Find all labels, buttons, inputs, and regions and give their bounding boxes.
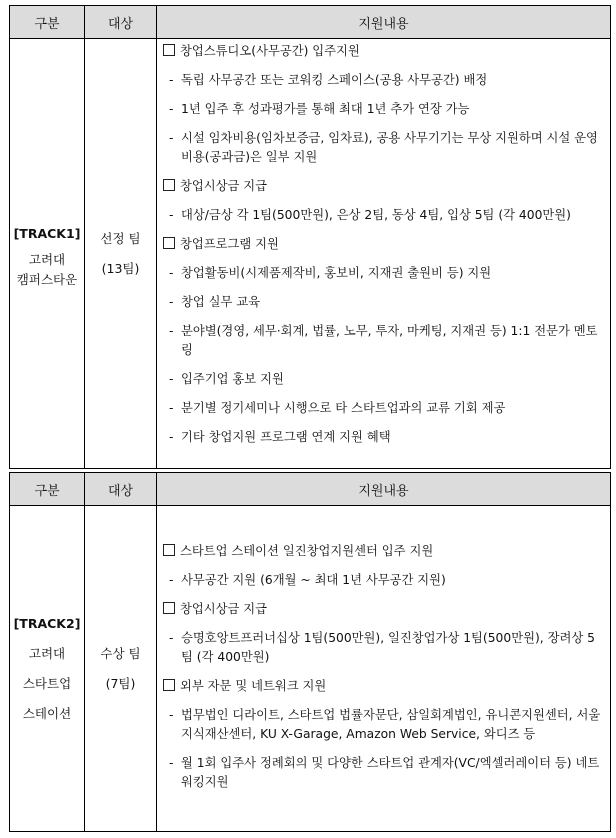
track1-category-line1: 고려대 bbox=[28, 251, 66, 267]
content-item: - 사무공간 지원 (6개월 ~ 최대 1년 사무공간 지원) bbox=[169, 573, 446, 587]
checkbox-square-icon bbox=[163, 44, 175, 56]
content-item: - 기타 창업지원 프로그램 연계 지원 혜택 bbox=[169, 430, 391, 444]
header-target: 대상 bbox=[85, 473, 157, 506]
content-item: - 입주기업 홍보 지원 bbox=[169, 372, 284, 386]
checkbox-square-icon bbox=[163, 602, 175, 614]
content-item: - 분기별 정기세미나 시행으로 타 스타트업과의 교류 기회 제공 bbox=[169, 401, 506, 415]
track2-table bbox=[9, 472, 611, 832]
header-content: 지원내용 bbox=[157, 6, 611, 39]
content-item-heading: 창업프로그램 지원 bbox=[163, 235, 610, 254]
header-content: 지원내용 bbox=[157, 473, 611, 506]
track1-category-cell bbox=[10, 39, 85, 469]
checkbox-square-icon bbox=[163, 544, 175, 556]
track2-target-line1: 수상 팀 bbox=[100, 645, 141, 661]
track1-content-cell bbox=[157, 39, 611, 469]
track1-target-line2: (13팀) bbox=[101, 260, 140, 276]
track1-target-cell bbox=[85, 39, 157, 469]
content-item: - 독립 사무공간 또는 코워킹 스페이스(공용 사무공간) 배정 bbox=[169, 73, 488, 87]
track2-content-cell bbox=[157, 506, 611, 832]
content-item: - 월 1회 입주사 정례회의 및 다양한 스타트업 관계자(VC/엑셀러레이터 등) 네트워킹지원 bbox=[169, 756, 600, 789]
track1-target-line1: 선정 팀 bbox=[100, 230, 141, 246]
content-item-heading: 스타트업 스테이션 일진창업지원센터 입주 지원 bbox=[163, 542, 610, 561]
content-item: - 법무법인 디라이트, 스타트업 법률자문단, 삼일회계법인, 유니콘지원센터, 서울지식재산센터, KU X-Garage, Amazon Web Service, 와디즈 등 bbox=[169, 708, 601, 741]
content-item: - 승명호앙트프러너십상 1팀(500만원), 일진창업가상 1팀(500만원), 장려상 5팀 (각 400만원) bbox=[169, 631, 595, 664]
track1-label: [TRACK1] bbox=[13, 225, 81, 241]
content-item: - 대상/금상 각 1팀(500만원), 은상 2팀, 동상 4팀, 입상 5팀 (각 400만원) bbox=[169, 208, 571, 222]
track2-label: [TRACK2] bbox=[13, 615, 81, 631]
header-category: 구분 bbox=[10, 473, 85, 506]
content-item-heading: 창업시상금 지급 bbox=[163, 600, 610, 619]
track2-category-line1: 고려대 bbox=[28, 645, 66, 661]
track2-category-cell bbox=[10, 506, 85, 832]
track2-category-line3: 스테이션 bbox=[22, 705, 72, 721]
header-category: 구분 bbox=[10, 6, 85, 39]
track2-category-line2: 스타트업 bbox=[22, 675, 72, 691]
content-item: - 분야별(경영, 세무·회계, 법률, 노무, 투자, 마케팅, 지재권 등) 1:1 전문가 멘토링 bbox=[169, 324, 598, 357]
track1-table bbox=[9, 5, 611, 469]
content-item-heading: 외부 자문 및 네트워크 지원 bbox=[163, 677, 610, 696]
track2-body-row bbox=[10, 506, 611, 832]
content-item: - 시설 임차비용(임차보증금, 임차료), 공용 사무기기는 무상 지원하며 시설 운영비용(공과금)은 일부 지원 bbox=[169, 131, 598, 164]
checkbox-square-icon bbox=[163, 179, 175, 191]
track2-header-row bbox=[10, 473, 611, 506]
checkbox-square-icon bbox=[163, 679, 175, 691]
track2-target-cell bbox=[85, 506, 157, 832]
track2-target-line2: (7팀) bbox=[105, 675, 136, 691]
header-target: 대상 bbox=[85, 6, 157, 39]
track1-body-row bbox=[10, 39, 611, 469]
track1-category-line2: 캠퍼스타운 bbox=[16, 271, 78, 287]
checkbox-square-icon bbox=[163, 237, 175, 249]
track1-header-row bbox=[10, 6, 611, 39]
content-item-heading: 창업스튜디오(사무공간) 입주지원 bbox=[163, 42, 610, 61]
content-item: - 창업활동비(시제품제작비, 홍보비, 지재권 출원비 등) 지원 bbox=[169, 266, 492, 280]
content-item-heading: 창업시상금 지급 bbox=[163, 177, 610, 196]
content-item: - 1년 입주 후 성과평가를 통해 최대 1년 추가 연장 가능 bbox=[169, 102, 470, 116]
content-item: - 창업 실무 교육 bbox=[169, 295, 261, 309]
